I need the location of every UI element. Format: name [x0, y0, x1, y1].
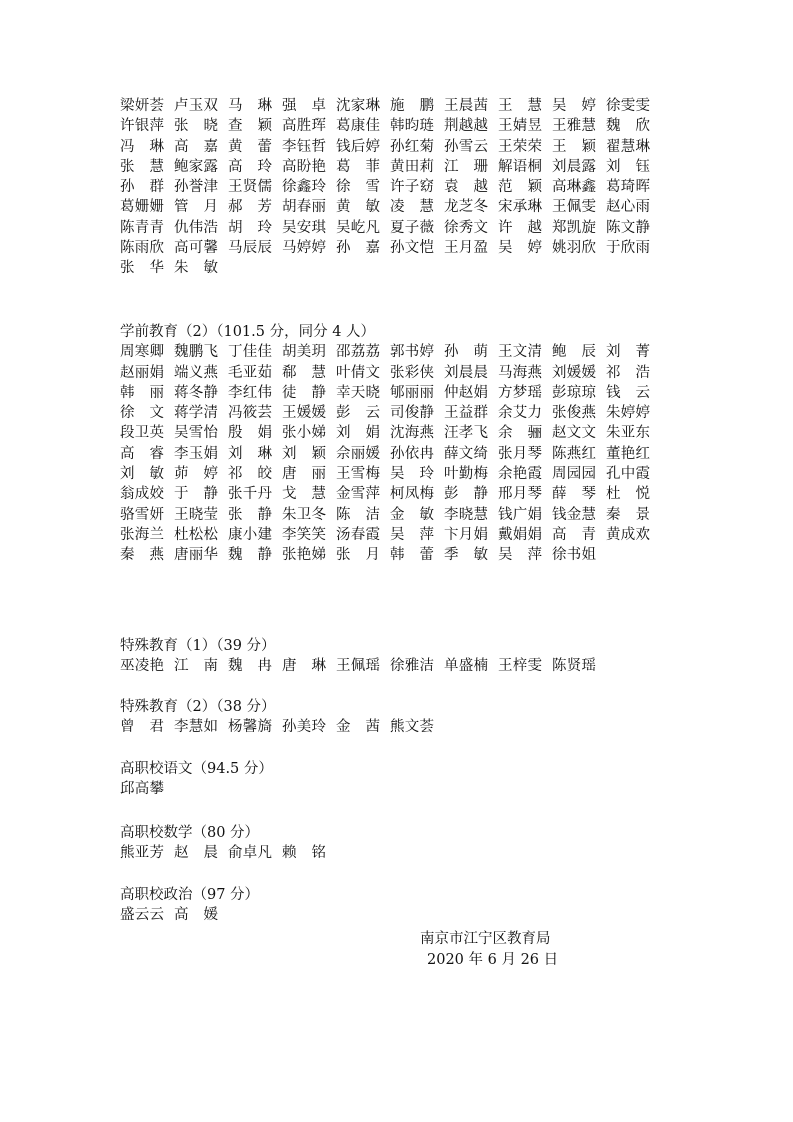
- person-name: 韩 蕾: [390, 547, 434, 564]
- person-name: 吴 婷: [498, 240, 542, 257]
- person-name: 巫凌艳: [120, 658, 164, 675]
- person-name: 胡 玲: [228, 219, 272, 236]
- person-name: 高可馨: [174, 240, 218, 257]
- person-name: 马海燕: [498, 364, 542, 381]
- person-name: 王文清: [498, 344, 542, 361]
- person-name: 葛琦晖: [606, 179, 650, 196]
- name-list: [120, 342, 660, 565]
- person-name: 王益群: [444, 405, 488, 422]
- person-name: 仲赵娟: [444, 384, 488, 401]
- person-name: 戴娟娟: [498, 526, 542, 543]
- name-list: [120, 905, 660, 925]
- person-name: 王晓莹: [174, 506, 218, 523]
- person-name: 李笑笑: [282, 526, 326, 543]
- person-name: 徐书姐: [552, 547, 596, 564]
- person-name: 薛 琴: [552, 486, 596, 503]
- person-name: 黄成欢: [606, 526, 650, 543]
- person-name: 彭 云: [336, 405, 380, 422]
- person-name: 蒋学清: [174, 405, 218, 422]
- person-name: 凌 慧: [390, 199, 434, 216]
- person-name: 徐 雪: [336, 179, 380, 196]
- person-name: 吴 萍: [390, 526, 434, 543]
- person-name: 宋承琳: [498, 199, 542, 216]
- section-heading: 高职校政治（97 分）: [120, 887, 260, 903]
- person-name: 徐雅洁: [390, 658, 434, 675]
- person-name: 朱婷婷: [606, 405, 650, 422]
- person-name: 段卫英: [120, 425, 164, 442]
- person-name: 钱 云: [606, 384, 650, 401]
- person-name: 唐丽华: [174, 547, 218, 564]
- person-name: 高胜珲: [282, 118, 326, 135]
- person-name: 王佩雯: [552, 199, 596, 216]
- person-name: 魏 欣: [606, 118, 650, 135]
- person-name: 高 青: [552, 526, 596, 543]
- person-name: 吴 婷: [552, 98, 596, 114]
- person-name: 徐 文: [120, 405, 164, 422]
- section-vocational-math: [120, 823, 660, 864]
- name-list: [120, 96, 660, 279]
- person-name: 葛 菲: [336, 158, 380, 175]
- person-name: 施 鹏: [390, 98, 434, 114]
- person-name: 魏 静: [228, 547, 272, 564]
- person-name: 卞月娟: [444, 526, 488, 543]
- person-name: 王 慧: [498, 98, 542, 114]
- person-name: 刘 娟: [336, 425, 380, 442]
- person-name: 范 颖: [498, 179, 542, 196]
- person-name: 夏子薇: [390, 219, 434, 236]
- person-name: 袁 越: [444, 179, 488, 196]
- person-name: 王晨茜: [444, 98, 488, 114]
- person-name: 余艳霞: [498, 466, 542, 483]
- person-name: 葛康佳: [336, 118, 380, 135]
- person-name: 张俊燕: [552, 405, 596, 422]
- name-list: [120, 843, 660, 863]
- person-name: 刘晨露: [552, 158, 596, 175]
- person-name: 郝 芳: [228, 199, 272, 216]
- person-name: 刘 钰: [606, 158, 650, 175]
- person-name: 郇丽丽: [390, 384, 434, 401]
- person-name: 刘 菁: [606, 344, 650, 361]
- person-name: 戈 慧: [282, 486, 326, 503]
- person-name: 秦 景: [606, 506, 650, 523]
- person-name: 赖 铭: [282, 845, 326, 862]
- section-heading: 高职校数学（80 分）: [120, 825, 260, 841]
- person-name: 陈贤瑶: [552, 658, 596, 675]
- person-name: 许银萍: [120, 118, 164, 135]
- person-name: 王婧昱: [498, 118, 542, 135]
- person-name: 邵荔荔: [336, 344, 380, 361]
- name-list: [120, 656, 660, 676]
- person-name: 孙文恺: [390, 240, 434, 257]
- person-name: 康小建: [228, 526, 272, 543]
- person-name: 胡春丽: [282, 199, 326, 216]
- person-name: 茆 婷: [174, 466, 218, 483]
- person-name: 江 南: [174, 658, 218, 675]
- person-name: 孙雪云: [444, 138, 488, 155]
- person-name: 高琳鑫: [552, 179, 596, 196]
- person-name: 魏 冉: [228, 658, 272, 675]
- person-name: 秦 燕: [120, 547, 164, 564]
- person-name: 解语桐: [498, 158, 542, 175]
- person-name: 王梓雯: [498, 658, 542, 675]
- person-name: 张 晓: [174, 118, 218, 135]
- person-name: 佘丽媛: [336, 445, 380, 462]
- person-name: 于 静: [174, 486, 218, 503]
- person-name: 俞卓凡: [228, 845, 272, 862]
- person-name: 张月琴: [498, 445, 542, 462]
- person-name: 徒 静: [282, 384, 326, 401]
- person-name: 黄 敏: [336, 199, 380, 216]
- person-name: 彭琼琼: [552, 384, 596, 401]
- person-name: 高盼艳: [282, 158, 326, 175]
- person-name: 朱 敏: [174, 260, 218, 277]
- person-name: 于欣雨: [606, 240, 650, 257]
- person-name: 郗 慧: [282, 364, 326, 381]
- section-continuation: [120, 96, 660, 279]
- person-name: 司俊静: [390, 405, 434, 422]
- person-name: 韩昀琏: [390, 118, 434, 135]
- person-name: 孙红菊: [390, 138, 434, 155]
- person-name: 陈雨欣: [120, 240, 164, 257]
- person-name: 盛云云: [120, 907, 164, 924]
- person-name: 周寒卿: [120, 344, 164, 361]
- person-name: 方梦瑶: [498, 384, 542, 401]
- person-name: 马辰辰: [228, 240, 272, 257]
- person-name: 蒋冬静: [174, 384, 218, 401]
- person-name: 马 琳: [228, 98, 272, 114]
- person-name: 黄田莉: [390, 158, 434, 175]
- person-name: 吴雪怡: [174, 425, 218, 442]
- person-name: 沈家琳: [336, 98, 380, 114]
- person-name: 冯筱芸: [228, 405, 272, 422]
- person-name: 郭书婷: [390, 344, 434, 361]
- person-name: 杨馨旖: [228, 719, 272, 736]
- person-name: 祁 浩: [606, 364, 650, 381]
- person-name: 徐鑫玲: [282, 179, 326, 196]
- section-preschool-2: [120, 322, 660, 566]
- person-name: 李钰哲: [282, 138, 326, 155]
- person-name: 骆雪妍: [120, 506, 164, 523]
- person-name: 祁 皎: [228, 466, 272, 483]
- section-heading: 特殊教育（1）（39 分）: [120, 638, 276, 654]
- person-name: 荆越越: [444, 118, 488, 135]
- person-name: 张彩侠: [390, 364, 434, 381]
- person-name: 季 敏: [444, 547, 488, 564]
- person-name: 薛文绮: [444, 445, 488, 462]
- person-name: 高 嘉: [174, 138, 218, 155]
- person-name: 王雪梅: [336, 466, 380, 483]
- person-name: 刘 颖: [282, 445, 326, 462]
- person-name: 邢月琴: [498, 486, 542, 503]
- person-name: 董艳红: [606, 445, 650, 462]
- person-name: 孔中霞: [606, 466, 650, 483]
- person-name: 孙依冉: [390, 445, 434, 462]
- person-name: 毛亚茹: [228, 364, 272, 381]
- person-name: 钱金慧: [552, 506, 596, 523]
- person-name: 张小娣: [282, 425, 326, 442]
- person-name: 金 敏: [390, 506, 434, 523]
- person-name: 江 珊: [444, 158, 488, 175]
- person-name: 刘媛媛: [552, 364, 596, 381]
- person-name: 龙芝冬: [444, 199, 488, 216]
- person-name: 管 月: [174, 199, 218, 216]
- person-name: 钱广娟: [498, 506, 542, 523]
- person-name: 杜松松: [174, 526, 218, 543]
- person-name: 吴 玲: [390, 466, 434, 483]
- person-name: 查 颖: [228, 118, 272, 135]
- person-name: 赵 晨: [174, 845, 218, 862]
- person-name: 高 媛: [174, 907, 218, 924]
- person-name: 鲍 辰: [552, 344, 596, 361]
- person-name: 周园园: [552, 466, 596, 483]
- person-name: 赵文文: [552, 425, 596, 442]
- person-name: 金雪萍: [336, 486, 380, 503]
- person-name: 李慧如: [174, 719, 218, 736]
- section-special-ed-1: [120, 636, 660, 677]
- section-vocational-chinese: [120, 759, 660, 800]
- person-name: 吴 萍: [498, 547, 542, 564]
- section-heading: 学前教育（2）（101.5 分，同分 4 人）: [120, 324, 376, 340]
- person-name: 卢玉双: [174, 98, 218, 114]
- footer-organization: 南京市江宁区教育局: [420, 931, 551, 947]
- section-heading: 特殊教育（2）（38 分）: [120, 699, 276, 715]
- person-name: 葛姗姗: [120, 199, 164, 216]
- person-name: 仇伟浩: [174, 219, 218, 236]
- name-list: [120, 717, 660, 737]
- person-name: 孙誉津: [174, 179, 218, 196]
- person-name: 陈 洁: [336, 506, 380, 523]
- person-name: 强 卓: [282, 98, 326, 114]
- person-name: 黄 蕾: [228, 138, 272, 155]
- person-name: 李晓慧: [444, 506, 488, 523]
- person-name: 翟慧琳: [606, 138, 650, 155]
- person-name: 马婷婷: [282, 240, 326, 257]
- person-name: 朱卫冬: [282, 506, 326, 523]
- person-name: 高 睿: [120, 445, 164, 462]
- person-name: 张 慧: [120, 158, 164, 175]
- person-name: 陈燕红: [552, 445, 596, 462]
- person-name: 张海兰: [120, 526, 164, 543]
- footer-date: 2020 年 6 月 26 日: [427, 952, 559, 968]
- person-name: 单盛楠: [444, 658, 488, 675]
- person-name: 张 月: [336, 547, 380, 564]
- person-name: 熊文荟: [390, 719, 434, 736]
- person-name: 许子窈: [390, 179, 434, 196]
- person-name: 王佩瑶: [336, 658, 380, 675]
- person-name: 叶勤梅: [444, 466, 488, 483]
- person-name: 钱后婷: [336, 138, 380, 155]
- person-name: 孙美玲: [282, 719, 326, 736]
- name-list: [120, 779, 660, 799]
- section-vocational-politics: [120, 885, 660, 926]
- person-name: 张 静: [228, 506, 272, 523]
- person-name: 邱高攀: [120, 781, 164, 798]
- person-name: 刘 琳: [228, 445, 272, 462]
- person-name: 张 华: [120, 260, 164, 277]
- person-name: 翁成姣: [120, 486, 164, 503]
- person-name: 吴安琪: [282, 219, 326, 236]
- person-name: 王贤儒: [228, 179, 272, 196]
- person-name: 许 越: [498, 219, 542, 236]
- person-name: 徐秀文: [444, 219, 488, 236]
- person-name: 曾 君: [120, 719, 164, 736]
- person-name: 端义燕: [174, 364, 218, 381]
- person-name: 金 茜: [336, 719, 380, 736]
- person-name: 魏鹏飞: [174, 344, 218, 361]
- person-name: 余艾力: [498, 405, 542, 422]
- person-name: 冯 琳: [120, 138, 164, 155]
- person-name: 汤春霞: [336, 526, 380, 543]
- section-special-ed-2: [120, 697, 660, 738]
- person-name: 梁妍荟: [120, 98, 164, 114]
- person-name: 幸天晓: [336, 384, 380, 401]
- person-name: 李玉娟: [174, 445, 218, 462]
- person-name: 孙 萌: [444, 344, 488, 361]
- person-name: 王荣荣: [498, 138, 542, 155]
- person-name: 熊亚芳: [120, 845, 164, 862]
- person-name: 王媛媛: [282, 405, 326, 422]
- person-name: 朱亚东: [606, 425, 650, 442]
- person-name: 陈文静: [606, 219, 650, 236]
- person-name: 唐 丽: [282, 466, 326, 483]
- person-name: 杜 悦: [606, 486, 650, 503]
- person-name: 陈青青: [120, 219, 164, 236]
- person-name: 刘 敏: [120, 466, 164, 483]
- person-name: 姚羽欣: [552, 240, 596, 257]
- person-name: 高 玲: [228, 158, 272, 175]
- person-name: 彭 静: [444, 486, 488, 503]
- person-name: 吴屹凡: [336, 219, 380, 236]
- person-name: 余 骊: [498, 425, 542, 442]
- person-name: 柯凤梅: [390, 486, 434, 503]
- person-name: 赵丽娟: [120, 364, 164, 381]
- person-name: 唐 琳: [282, 658, 326, 675]
- person-name: 丁佳佳: [228, 344, 272, 361]
- person-name: 鲍家露: [174, 158, 218, 175]
- person-name: 李红伟: [228, 384, 272, 401]
- person-name: 郑凯旋: [552, 219, 596, 236]
- person-name: 汪孝飞: [444, 425, 488, 442]
- person-name: 沈海燕: [390, 425, 434, 442]
- person-name: 王 颖: [552, 138, 596, 155]
- section-heading: 高职校语文（94.5 分）: [120, 761, 273, 777]
- person-name: 叶倩文: [336, 364, 380, 381]
- person-name: 殷 娟: [228, 425, 272, 442]
- person-name: 张艳娣: [282, 547, 326, 564]
- person-name: 赵心雨: [606, 199, 650, 216]
- person-name: 王雅慧: [552, 118, 596, 135]
- person-name: 王月盈: [444, 240, 488, 257]
- person-name: 刘晨晨: [444, 364, 488, 381]
- person-name: 韩 丽: [120, 384, 164, 401]
- person-name: 孙 群: [120, 179, 164, 196]
- person-name: 张千丹: [228, 486, 272, 503]
- person-name: 徐雯雯: [606, 98, 650, 114]
- person-name: 胡美玥: [282, 344, 326, 361]
- person-name: 孙 嘉: [336, 240, 380, 257]
